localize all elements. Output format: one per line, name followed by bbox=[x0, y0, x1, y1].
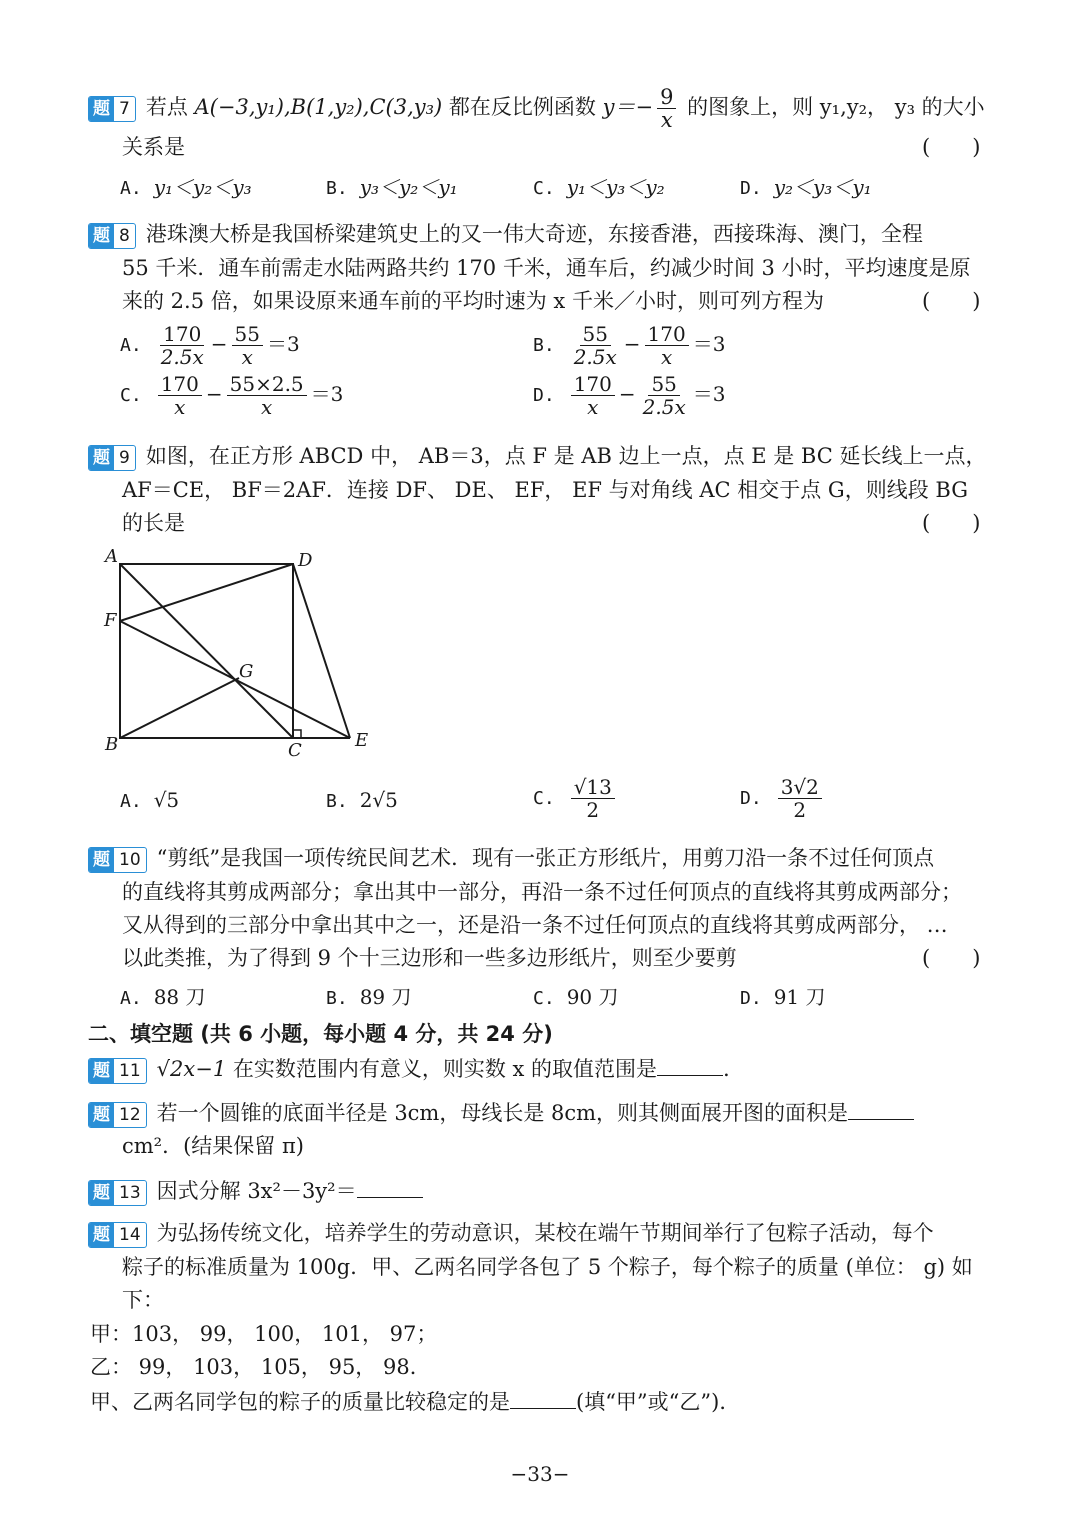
q11-line: 题 11 √2x−1 在实数范围内有意义，则实数 x 的取值范围是 ． bbox=[88, 1053, 744, 1084]
diagonal-ac bbox=[120, 564, 293, 738]
q9-line1: 题 9 如图，在正方形 ABCD 中， AB＝3，点 F 是 AB 边上一点，点 E 是 BC 延长线上一点， bbox=[88, 441, 987, 471]
q7-line2: 关系是 bbox=[122, 135, 185, 159]
q8-line3: 来的 2.5 倍，如果设原来通车前的平均时速为 x 千米／小时，则可列方程为 bbox=[122, 289, 824, 313]
q10-option-d: D. 91 刀 bbox=[740, 985, 826, 1009]
q10-badge: 题 10 bbox=[88, 847, 147, 873]
label-d: D bbox=[298, 550, 313, 571]
q8-option-c: C. $\frac{170}{x}$ − $\frac{55\times 2.5}{x}$ ＝3 bbox=[120, 372, 344, 419]
q8-badge: 题 8 bbox=[88, 223, 136, 249]
q7-fraction: $\frac{9}{x}$ bbox=[657, 86, 676, 131]
q13-badge: 题 13 bbox=[88, 1180, 147, 1206]
q12-answer-blank[interactable] bbox=[848, 1097, 914, 1120]
label-a: A bbox=[105, 546, 118, 567]
q7-answer-paren: ( ) bbox=[922, 135, 981, 159]
q8-answer-paren: ( ) bbox=[922, 289, 981, 313]
q14-line2: 粽子的标准质量为 100g．甲、乙两名同学各包了 5 个粽子，每个粽子的质量 (单位： g) 如 bbox=[122, 1255, 973, 1279]
q8-option-a: A. $\frac{170}{2.5x}$ − $\frac{55}{x}$ ＝3 bbox=[120, 322, 300, 369]
q7-option-a: A. y₁＜y₂＜y₃ bbox=[120, 175, 252, 199]
q7-option-c: C. y₁＜y₃＜y₂ bbox=[533, 175, 665, 199]
q14-yi-data: 乙： 99， 103， 105， 95， 98． bbox=[90, 1355, 431, 1379]
label-b: B bbox=[105, 734, 119, 755]
q10-line2: 的直线将其剪成两部分；拿出其中一部分，再沿一条不过任何顶点的直线将其剪成两部分； bbox=[122, 880, 962, 904]
q7-badge: 题 7 bbox=[88, 96, 136, 122]
q10-line3: 又从得到的三部分中拿出其中之一，还是沿一条不过任何顶点的直线将其剪成两部分， … bbox=[122, 913, 948, 937]
q10-line1: 题 10 “剪纸”是我国一项传统民间艺术．现有一张正方形纸片，用剪刀沿一条不过任何顶点 bbox=[88, 843, 934, 873]
page-number: −33− bbox=[510, 1462, 570, 1486]
label-c: C bbox=[288, 740, 302, 761]
q7-option-d: D. y₂＜y₃＜y₁ bbox=[740, 175, 872, 199]
q11-badge: 题 11 bbox=[88, 1058, 147, 1084]
q9-option-c: C. $\frac{√13}{2}$ bbox=[533, 776, 619, 821]
q7-line1: 题 7 若点 A(−3,y₁),B(1,y₂),C(3,y₃) 都在反比例函数 y＝− $\frac{9}{x}$ 的图象上，则 y₁,y₂， y₃ 的大小 bbox=[88, 86, 985, 131]
q9-answer-paren: ( ) bbox=[922, 511, 981, 535]
right-angle-mark bbox=[293, 730, 301, 738]
section-fill-in-heading: 二、填空题 (共 6 小题，每小题 4 分，共 24 分) bbox=[88, 1022, 553, 1046]
q10-option-a: A. 88 刀 bbox=[120, 985, 206, 1009]
q14-line3: 下： bbox=[122, 1288, 164, 1312]
label-e: E bbox=[355, 730, 369, 751]
q14-answer-blank[interactable] bbox=[510, 1386, 576, 1409]
q12-badge: 题 12 bbox=[88, 1102, 147, 1128]
label-f: F bbox=[104, 610, 117, 631]
q14-jia-data: 甲：103， 99， 100， 101， 97； bbox=[90, 1322, 438, 1346]
q9-option-d: D. $\frac{3√2}{2}$ bbox=[740, 776, 826, 821]
q12-line1: 题 12 若一个圆锥的底面半径是 3cm，母线长是 8cm，则其侧面展开图的面积是 bbox=[88, 1097, 914, 1128]
segment-de bbox=[293, 564, 350, 738]
segment-bg bbox=[120, 678, 239, 738]
q11-answer-blank[interactable] bbox=[657, 1053, 723, 1076]
segment-df bbox=[120, 564, 293, 621]
q9-geometry-figure bbox=[95, 540, 385, 765]
q10-line4: 以此类推，为了得到 9 个十三边形和一些多边形纸片，则至少要剪 bbox=[122, 946, 737, 970]
q9-line3: 的长是 bbox=[122, 511, 185, 535]
q8-line1: 题 8 港珠澳大桥是我国桥梁建筑史上的又一伟大奇迹，东接香港，西接珠海、澳门，全程 bbox=[88, 219, 923, 249]
label-g: G bbox=[239, 661, 254, 682]
q14-badge: 题 14 bbox=[88, 1222, 147, 1248]
q8-option-b: B. $\frac{55}{2.5x}$ − $\frac{170}{x}$ ＝3 bbox=[533, 322, 726, 369]
q10-option-b: B. 89 刀 bbox=[326, 985, 412, 1009]
q10-option-c: C. 90 刀 bbox=[533, 985, 619, 1009]
q10-answer-paren: ( ) bbox=[922, 946, 981, 970]
q9-option-b: B. 2√5 bbox=[326, 788, 398, 812]
q12-line2: cm²．(结果保留 π) bbox=[122, 1134, 304, 1158]
q13-line: 题 13 因式分解 3x²－3y²＝ bbox=[88, 1175, 423, 1206]
q14-question-line: 甲、乙两名同学包的粽子的质量比较稳定的是 (填“甲”或“乙”)． bbox=[90, 1386, 740, 1417]
q9-line2: AF＝CE， BF＝2AF．连接 DF、 DE、 EF， EF 与对角线 AC 相交于点 G，则线段 BG bbox=[122, 478, 968, 502]
q9-badge: 题 9 bbox=[88, 445, 136, 471]
q7-option-b: B. y₃＜y₂＜y₁ bbox=[326, 175, 458, 199]
q8-line2: 55 千米．通车前需走水陆两路共约 170 千米，通车后，约减少时间 3 小时，平均速度是原 bbox=[122, 256, 971, 280]
q8-option-d: D. $\frac{170}{x}$ − $\frac{55}{2.5x}$ ＝3 bbox=[533, 372, 726, 419]
q13-answer-blank[interactable] bbox=[357, 1175, 423, 1198]
q14-line1: 题 14 为弘扬传统文化，培养学生的劳动意识，某校在端午节期间举行了包粽子活动，每个 bbox=[88, 1218, 934, 1248]
q9-option-a: A. √5 bbox=[120, 788, 180, 812]
